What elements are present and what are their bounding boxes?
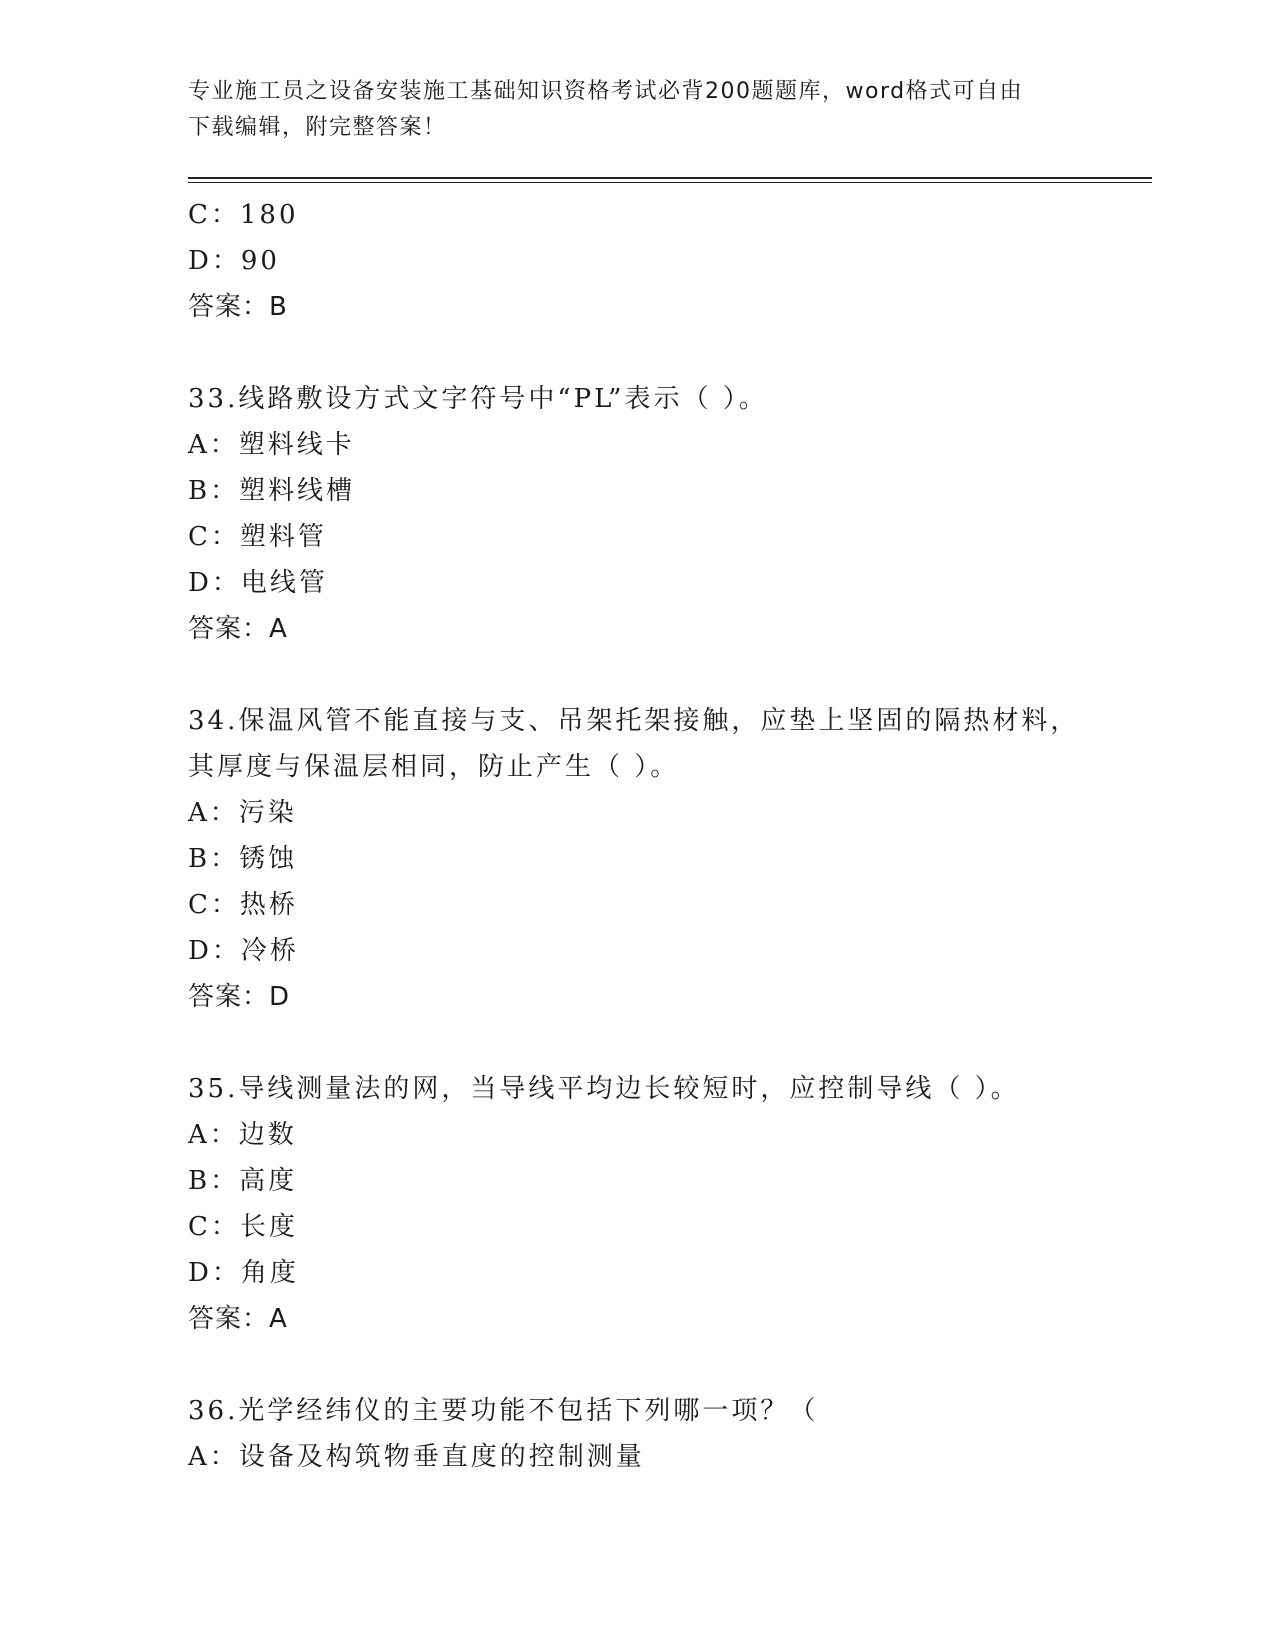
option-d: D：角度 — [188, 1258, 299, 1288]
header-divider-thin — [188, 182, 1152, 183]
question-34 — [188, 698, 1118, 1020]
answer-line: 答案：A — [188, 614, 288, 644]
option-a: A：污染 — [188, 798, 297, 828]
spacer — [188, 652, 1118, 698]
option-c: C：塑料管 — [188, 522, 327, 552]
option-d: D：冷桥 — [188, 936, 299, 966]
spacer — [188, 1020, 1118, 1066]
option-b: B：高度 — [188, 1166, 298, 1196]
question-stem-line-1: 34.保温风管不能直接与支、吊架托架接触，应垫上坚固的隔热材料， — [188, 706, 1080, 736]
answer-line: 答案：A — [188, 1304, 288, 1334]
spacer — [188, 330, 1118, 376]
option-a: A：设备及构筑物垂直度的控制测量 — [188, 1442, 645, 1472]
header-line-2: 下载编辑，附完整答案！ — [188, 115, 447, 140]
question-stem-line-2: 其厚度与保温层相同，防止产生（ ）。 — [188, 752, 680, 782]
option-c: C：180 — [188, 200, 299, 230]
question-list — [188, 192, 1118, 1480]
question-stem: 33.线路敷设方式文字符号中“PL”表示（ ）。 — [188, 384, 768, 414]
header-divider-thick — [188, 177, 1152, 179]
option-d: D：电线管 — [188, 568, 328, 598]
option-b: B：塑料线槽 — [188, 476, 356, 506]
carryover-block — [188, 192, 1118, 330]
question-33 — [188, 376, 1118, 652]
spacer — [188, 1342, 1118, 1388]
option-a: A：边数 — [188, 1120, 297, 1150]
answer-line: 答案：B — [188, 292, 288, 322]
question-stem: 35.导线测量法的网，当导线平均边长较短时，应控制导线（ ）。 — [188, 1074, 1020, 1104]
question-36 — [188, 1388, 1118, 1480]
option-d: D：90 — [188, 246, 280, 276]
document-header — [188, 74, 1088, 146]
option-c: C：长度 — [188, 1212, 298, 1242]
question-stem: 36.光学经纬仪的主要功能不包括下列哪一项？（ — [188, 1396, 819, 1426]
header-line-1: 专业施工员之设备安装施工基础知识资格考试必背200题题库，word格式可自由 — [188, 79, 1024, 104]
option-a: A：塑料线卡 — [188, 430, 355, 460]
option-c: C：热桥 — [188, 890, 298, 920]
question-35 — [188, 1066, 1118, 1342]
option-b: B：锈蚀 — [188, 844, 298, 874]
answer-line: 答案：D — [188, 982, 291, 1012]
